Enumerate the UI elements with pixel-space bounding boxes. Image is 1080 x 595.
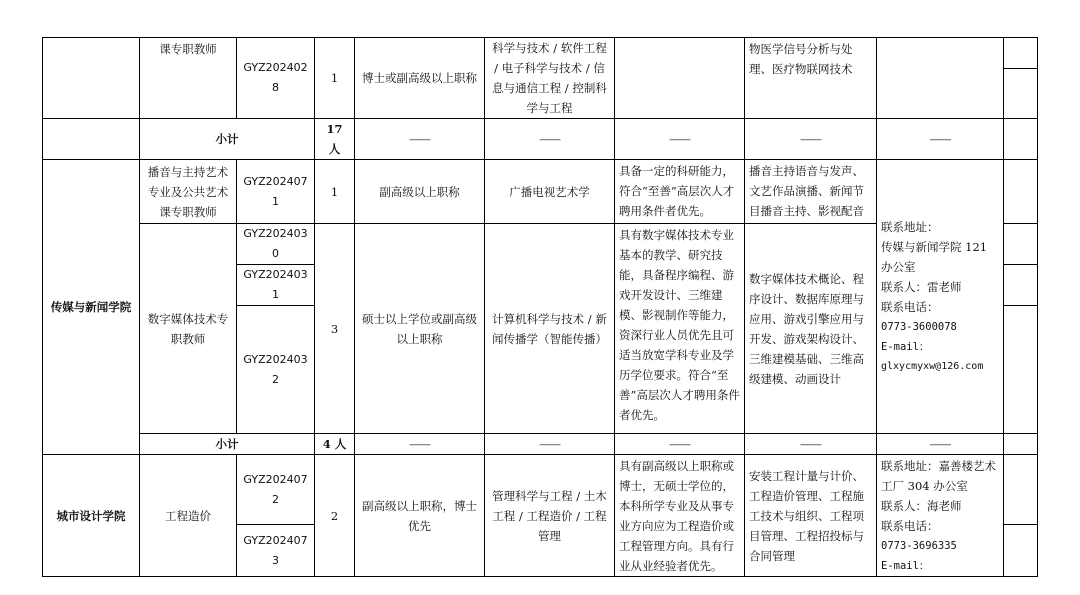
- dash-cell: ——: [877, 434, 1004, 455]
- remark-cell: [1004, 434, 1038, 455]
- subtotal-count: 17 人: [315, 119, 355, 160]
- position-cell: 课专职教师: [140, 38, 237, 119]
- other-requirement: [615, 38, 745, 119]
- dash-cell: ——: [485, 434, 615, 455]
- headcount-cell: 1: [315, 160, 355, 224]
- headcount-cell: 3: [315, 224, 355, 434]
- dash-cell: ——: [615, 119, 745, 160]
- subtotal-label: 小计: [140, 434, 315, 455]
- dash-cell: ——: [485, 119, 615, 160]
- contact-address-label: 联系地址：: [881, 219, 939, 234]
- dash-cell: ——: [355, 434, 485, 455]
- table-row: [43, 160, 1038, 224]
- remark-cell: [1004, 224, 1038, 265]
- position-code: GYZ2024032: [237, 306, 315, 434]
- recruitment-table: [42, 37, 1038, 577]
- other-requirement: 具有数字媒体技术专业基本的教学、研究技能，具备程序编程、游戏开发设计、三维建模、影视制作等能力，资深行业人员优先且可适当放宽学科专业及学历学位要求。符合“至善”高层次人才聘用条件者优先。: [615, 224, 745, 434]
- contact-cell: [877, 38, 1004, 119]
- contact-person: 联系人：雷老师: [881, 279, 962, 294]
- position-cell: 播音与主持艺术专业及公共艺术课专职教师: [140, 160, 237, 224]
- dash-cell: ——: [877, 119, 1004, 160]
- other-requirement: 具备一定的科研能力，符合“至善”高层次人才聘用条件者优先。: [615, 160, 745, 224]
- subtotal-count: 4 人: [315, 434, 355, 455]
- contact-address: 传媒与新闻学院 121 办公室: [881, 239, 988, 274]
- position-code: GYZ2024071: [237, 160, 315, 224]
- remark-cell: [1004, 455, 1038, 525]
- courses-cell: 数字媒体技术概论、程序设计、数据库原理与应用、游戏引擎应用与开发、游戏架构设计、三维建模基础、三维高级建模、动画设计: [745, 224, 877, 434]
- remark-cell: [1004, 525, 1038, 577]
- other-requirement: 具有副高级以上职称或博士，无硕士学位的，本科所学专业及从事专业方向应为工程造价或工程管理方向。具有行业从业经验者优先。: [615, 455, 745, 577]
- position-code: GYZ2024073: [237, 525, 315, 577]
- college-cell: [43, 119, 140, 160]
- contact-email-label: E-mail：: [881, 560, 930, 572]
- position-code: GYZ2024030: [237, 224, 315, 265]
- courses-cell: 安装工程计量与计价、工程造价管理、工程施工技术与组织、工程项目管理、工程招投标与合同管理: [745, 455, 877, 577]
- position-code: GYZ2024072: [237, 455, 315, 525]
- remark-cell: [1004, 265, 1038, 306]
- position-code: GYZ2024031: [237, 265, 315, 306]
- table-row: [43, 38, 1038, 69]
- major-requirement: 管理科学与工程 / 土木工程 / 工程造价 / 工程管理: [485, 455, 615, 577]
- college-cell: [43, 38, 140, 119]
- remark-cell: [1004, 119, 1038, 160]
- contact-cell: [877, 160, 1004, 434]
- dash-cell: ——: [745, 434, 877, 455]
- title-requirement: 博士或副高级以上职称: [355, 38, 485, 119]
- title-requirement: 硕士以上学位或副高级以上职称: [355, 224, 485, 434]
- contact-phone-label: 联系电话：: [881, 299, 939, 314]
- remark-cell: [1004, 38, 1038, 69]
- contact-phone: 0773-3600078: [881, 320, 957, 333]
- position-cell: 工程造价: [140, 455, 237, 577]
- headcount-cell: 2: [315, 455, 355, 577]
- subtotal-row: [43, 119, 1038, 160]
- college-name: 城市设计学院: [43, 455, 140, 577]
- contact-phone: 0773-3696335: [881, 540, 957, 552]
- contact-address: 联系地址：嘉善楼艺术工厂 304 办公室: [881, 459, 996, 493]
- title-requirement: 副高级以上职称，博士优先: [355, 455, 485, 577]
- remark-cell: [1004, 306, 1038, 434]
- table-row: [43, 455, 1038, 525]
- position-code: GYZ2024028: [237, 38, 315, 119]
- contact-person: 联系人：海老师: [881, 499, 962, 513]
- headcount-cell: 1: [315, 38, 355, 119]
- remark-cell: [1004, 69, 1038, 119]
- contact-email: glxycmyxw@126.com: [881, 360, 984, 372]
- subtotal-row: [43, 434, 1038, 455]
- contact-email-label: E-mail：: [881, 340, 930, 353]
- subtotal-label: 小计: [140, 119, 315, 160]
- contact-cell: [877, 455, 1004, 577]
- major-requirement: 计算机科学与技术 / 新闻传播学（智能传播）: [485, 224, 615, 434]
- dash-cell: ——: [355, 119, 485, 160]
- position-cell: 数字媒体技术专职教师: [140, 224, 237, 434]
- college-name: 传媒与新闻学院: [43, 160, 140, 455]
- title-requirement: 副高级以上职称: [355, 160, 485, 224]
- courses-cell: 物医学信号分析与处理、医疗物联网技术: [745, 38, 877, 119]
- courses-cell: 播音主持语音与发声、文艺作品演播、新闻节目播音主持、影视配音: [745, 160, 877, 224]
- major-requirement: 科学与技术 / 软件工程 / 电子科学与技术 / 信息与通信工程 / 控制科学与工程: [485, 38, 615, 119]
- major-requirement: 广播电视艺术学: [485, 160, 615, 224]
- dash-cell: ——: [745, 119, 877, 160]
- remark-cell: [1004, 160, 1038, 224]
- dash-cell: ——: [615, 434, 745, 455]
- contact-phone-label: 联系电话：: [881, 519, 939, 533]
